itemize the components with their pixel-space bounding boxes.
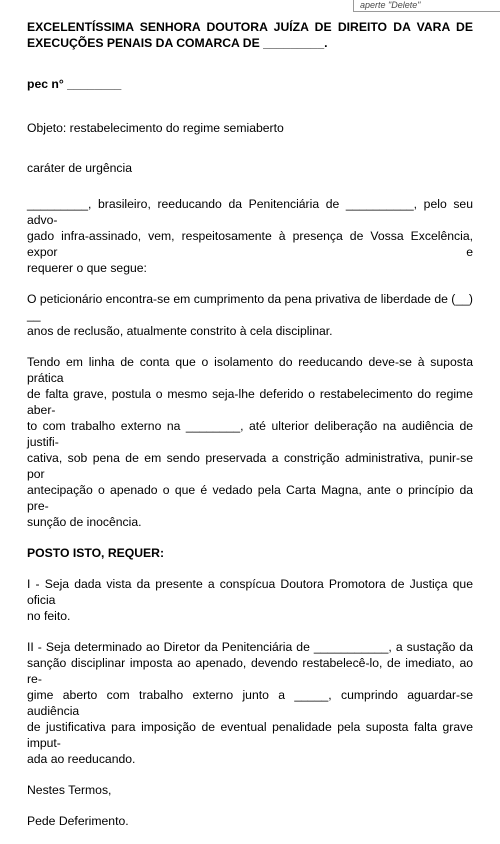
request-item-1 bbox=[27, 576, 473, 624]
isolation-line: Tendo em linha de conta que o isolamento do reeducando deve-se à suposta prática bbox=[27, 355, 473, 385]
sentence-line: anos de reclusão, atualmente constrito à cela disciplinar. bbox=[27, 324, 333, 338]
isolation-line: sunção de inocência. bbox=[27, 515, 142, 529]
intro-line: requerer o que segue: bbox=[27, 261, 147, 275]
isolation-line: to com trabalho externo na ________, até ulterior deliberação na audiência de justifi- bbox=[27, 419, 473, 449]
closing-terms: Nestes Termos, bbox=[27, 783, 112, 797]
case-number: pec n° ________ bbox=[27, 77, 122, 91]
request-item-line: II - Seja determinado ao Diretor da Penitenciária de ___________, a sustação da bbox=[27, 640, 473, 654]
petition-document bbox=[27, 19, 473, 844]
request-item-line: I - Seja dada vista da presente a conspícua Doutora Promotora de Justiça que oficia bbox=[27, 577, 473, 607]
isolation-line: de falta grave, postula o mesmo seja-lhe deferido o restabelecimento do regime aber- bbox=[27, 387, 473, 417]
isolation-line: antecipação o apenado o que é vedado pela Carta Magna, ante o princípio da pre- bbox=[27, 483, 473, 513]
closing-request: Pede Deferimento. bbox=[27, 814, 129, 828]
title-line-1: EXCELENTÍSSIMA SENHORA DOUTORA JUÍZA DE DIREITO DA VARA DE bbox=[27, 20, 473, 34]
intro-line: gado infra-assinado, vem, respeitosamente à presença de Vossa Excelência, expor e bbox=[27, 229, 473, 259]
isolation-line: cativa, sob pena de em sendo preservada a constrição administrativa, punir-se por bbox=[27, 451, 473, 481]
request-item-line: sanção disciplinar imposta ao apenado, devendo restabelecê-lo, de imediato, ao re- bbox=[27, 656, 473, 686]
request-item-line: ada ao reeducando. bbox=[27, 752, 136, 766]
request-item-line: de justificativa para imposição de eventual penalidade pela suposta falta grave imput- bbox=[27, 720, 473, 750]
request-heading: POSTO ISTO, REQUER: bbox=[27, 546, 165, 560]
sentence-line: O peticionário encontra-se em cumprimento da pena privativa de liberdade de (__) __ bbox=[27, 292, 473, 322]
request-item-line: gime aberto com trabalho externo junto a _____, cumprindo aguardar-se audiência bbox=[27, 688, 473, 718]
urgency-line: caráter de urgência bbox=[27, 161, 133, 175]
object-line: Objeto: restabelecimento do regime semiaberto bbox=[27, 121, 284, 135]
title-line-2: EXECUÇÕES PENAIS DA COMARCA DE _________. bbox=[27, 36, 328, 50]
request-item-2 bbox=[27, 639, 473, 767]
delete-hint-tooltip: aperte "Delete" bbox=[353, 0, 500, 12]
sentence-paragraph bbox=[27, 291, 473, 339]
intro-line: _________, brasileiro, reeducando da Penitenciária de __________, pelo seu advo- bbox=[27, 197, 473, 227]
request-item-line: no feito. bbox=[27, 609, 71, 623]
isolation-paragraph bbox=[27, 354, 473, 530]
intro-paragraph bbox=[27, 196, 473, 276]
document-title bbox=[27, 19, 473, 51]
